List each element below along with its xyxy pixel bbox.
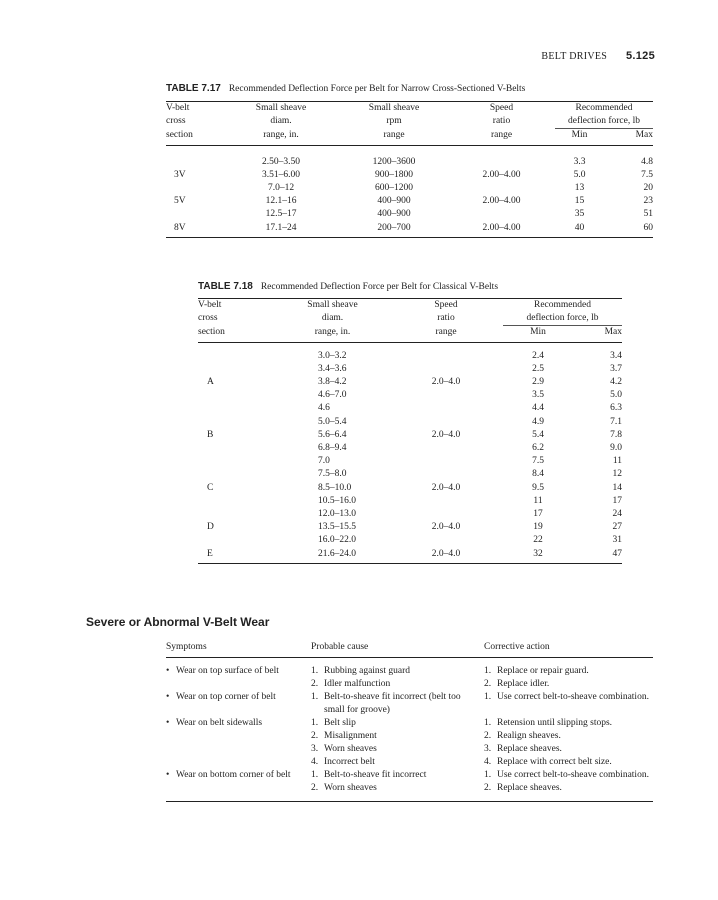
table-row: [198, 402, 622, 415]
cause-text: Incorrect belt: [324, 757, 375, 767]
symptom-text: Wear on top corner of belt: [176, 692, 276, 702]
list-number: 3.: [311, 744, 319, 754]
list-number: 2.: [484, 783, 492, 793]
col-header-rpm: Small sheave: [368, 103, 420, 113]
cause-text: Rubbing against guard: [324, 666, 411, 676]
cell-section: 3V: [174, 169, 186, 180]
cell-diam: 10.5–16.0: [318, 495, 356, 506]
cell-min: 3.3: [573, 156, 586, 167]
cell-diam: 5.6–6.4: [318, 429, 347, 440]
cell-min: 32: [533, 548, 543, 559]
cell-max: 60: [643, 222, 653, 233]
cell-symptom: [166, 769, 311, 802]
cell-symptom: [166, 658, 311, 692]
action-text: Replace sheaves.: [497, 744, 562, 754]
table-row: [166, 717, 653, 769]
cell-ratio: [389, 442, 503, 455]
action-text: Use correct belt-to-sheave combination.: [497, 770, 649, 780]
running-title: BELT DRIVES: [541, 51, 608, 62]
cell-section: 8V: [174, 222, 186, 233]
cell-ratio: [389, 455, 503, 468]
list-number: 1.: [484, 770, 492, 780]
cell-ratio: [389, 508, 503, 521]
table-row: [198, 508, 622, 521]
cell-section: [166, 208, 222, 221]
cell-max: 4.2: [610, 377, 622, 388]
table-717-title: Recommended Deflection Force per Belt for Narrow Cross-Sectioned V-Belts: [228, 84, 526, 94]
section-heading: Severe or Abnormal V-Belt Wear: [86, 615, 270, 629]
cell-max: 17: [612, 495, 622, 506]
cell-section: [198, 389, 276, 402]
cell-section: A: [207, 377, 214, 388]
cell-diam: 12.1–16: [265, 196, 297, 207]
cell-min: 40: [574, 222, 585, 233]
cause-text: Belt slip: [324, 718, 356, 728]
cell-max: 9.0: [610, 443, 622, 454]
cause-text: Belt-to-sheave fit incorrect (belt too small for groove): [324, 692, 461, 715]
cell-min: 17: [533, 509, 543, 520]
cell-diam: 17.1–24: [265, 222, 297, 233]
cell-cause: [311, 658, 484, 692]
col-header-symptoms: Symptoms: [166, 641, 311, 658]
cause-text: Idler malfunction: [324, 679, 391, 689]
table-row: [198, 376, 622, 389]
table-row: [198, 363, 622, 376]
list-number: 1.: [311, 692, 319, 702]
cell-ratio: [448, 145, 555, 169]
cell-section: [198, 534, 276, 547]
cell-diam: 2.50–3.50: [262, 156, 300, 167]
list-number: 2.: [484, 731, 492, 741]
table-row: [198, 429, 622, 442]
cell-rpm: 1200–3600: [372, 156, 416, 167]
action-text: Use correct belt-to-sheave combination.: [497, 692, 649, 702]
cell-max: 4.8: [641, 156, 653, 167]
table-row: [198, 442, 622, 455]
cause-text: Misalignment: [324, 731, 377, 741]
cell-max: 47: [612, 548, 622, 559]
table-row: [198, 342, 622, 363]
table-717: V-belt Small sheave Small sheave Speed Recommended cross diam. rpm ratio deflection force, lb section range, in. range range Min Max 2.50–3.50 1200–3600 3.3 4.8 3V 3.51–6.00 900–1800 2.00–4.00 5.0 7.5 7.0–12 600–1200 13 20 5V 12.1–16 400–900 2.00–4.00 15 23 12.5–17 400–900 35 51 8V 17.1–24 200–700 2.00–4.00 40 60: [166, 101, 653, 238]
cell-section: [198, 363, 276, 376]
cell-section: [198, 416, 276, 429]
list-number: 1.: [311, 770, 319, 780]
cell-max: 31: [612, 535, 622, 546]
cell-diam: 8.5–10.0: [318, 482, 352, 493]
list-number: 3.: [484, 744, 492, 754]
list-number: 1.: [311, 718, 319, 728]
cell-diam: 3.0–3.2: [318, 350, 347, 361]
cell-action: [484, 769, 653, 802]
symptom-text: Wear on bottom corner of belt: [176, 770, 291, 780]
table-718-title: Recommended Deflection Force per Belt for Classical V-Belts: [260, 282, 499, 292]
wear-table: [166, 641, 653, 802]
cell-min: 5.0: [573, 169, 586, 180]
cell-diam: 12.0–13.0: [318, 509, 356, 520]
symptom-text: Wear on belt sidewalls: [176, 718, 263, 728]
cell-min: 19: [533, 522, 543, 533]
cell-diam: 6.8–9.4: [318, 443, 347, 454]
col-header-ratio: Speed: [489, 103, 514, 113]
cell-ratio: [448, 182, 555, 195]
table-row: [198, 482, 622, 495]
cell-min: 35: [574, 209, 585, 220]
action-text: Replace with correct belt size.: [497, 757, 612, 767]
cell-section: D: [207, 522, 214, 533]
bullet-icon: •: [166, 718, 170, 728]
cell-ratio: 2.0–4.0: [431, 377, 461, 388]
cell-min: 13: [574, 183, 585, 194]
cell-ratio: 2.0–4.0: [431, 482, 461, 493]
page-number: 5.125: [625, 50, 655, 62]
cell-max: 7.1: [610, 416, 622, 427]
cell-max: 7.8: [610, 429, 622, 440]
table-717-label: TABLE 7.17: [166, 83, 221, 94]
col-header-diam: Small sheave: [255, 103, 307, 113]
table-row: [166, 658, 653, 692]
cell-section: [198, 455, 276, 468]
cell-max: 24: [612, 509, 622, 520]
cell-ratio: 2.00–4.00: [482, 169, 521, 180]
cell-section: E: [207, 548, 213, 559]
action-text: Retension until slipping stops.: [497, 718, 613, 728]
page-header: [541, 50, 655, 62]
cell-ratio: [389, 389, 503, 402]
cell-ratio: [389, 495, 503, 508]
col-header-force: Recommended: [575, 103, 633, 113]
cell-max: 5.0: [610, 390, 622, 401]
list-number: 4.: [311, 757, 319, 767]
list-number: 2.: [311, 783, 319, 793]
cell-diam: 12.5–17: [265, 209, 297, 220]
cell-ratio: [389, 416, 503, 429]
col-header-ratio: Speed: [434, 300, 458, 310]
bullet-icon: •: [166, 770, 170, 780]
cell-action: [484, 691, 653, 717]
cell-diam: 13.5–15.5: [318, 522, 356, 533]
bullet-icon: •: [166, 666, 170, 676]
cell-diam: 7.0: [318, 456, 330, 467]
cause-text: Worn sheaves: [324, 744, 377, 754]
col-header-diam: Small sheave: [307, 300, 358, 310]
cell-min: 4.9: [532, 416, 544, 427]
cell-min: 4.4: [532, 403, 544, 414]
cell-rpm: 400–900: [377, 209, 411, 220]
table-row: [198, 468, 622, 481]
cell-diam: 16.0–22.0: [318, 535, 356, 546]
cell-section: [166, 182, 222, 195]
table-row: [198, 389, 622, 402]
table-row: [166, 182, 653, 195]
cell-min: 6.2: [532, 443, 544, 454]
cell-section: B: [207, 429, 214, 440]
col-header-action: Corrective action: [484, 641, 653, 658]
cell-ratio: [448, 208, 555, 221]
cell-rpm: 400–900: [377, 196, 411, 207]
cell-diam: 21.6–24.0: [318, 548, 356, 559]
cell-min: 9.5: [532, 482, 544, 493]
cell-min: 11: [533, 495, 543, 506]
cell-ratio: 2.00–4.00: [482, 222, 521, 233]
table-row: [166, 222, 653, 238]
cell-diam: 7.0–12: [267, 183, 295, 194]
table-row: [166, 195, 653, 208]
symptom-text: Wear on top surface of belt: [176, 666, 279, 676]
cell-max: 3.7: [610, 363, 622, 374]
col-header-section: V-belt: [198, 300, 222, 310]
cell-rpm: 900–1800: [375, 169, 413, 180]
list-number: 1.: [484, 666, 492, 676]
cell-cause: [311, 691, 484, 717]
table-row: [166, 769, 653, 802]
cell-min: 5.4: [532, 429, 544, 440]
cell-max: 14: [612, 482, 622, 493]
table-row: [166, 208, 653, 221]
cell-max: 6.3: [610, 403, 622, 414]
table-row: [166, 691, 653, 717]
cause-text: Worn sheaves: [324, 783, 377, 793]
cell-diam: 3.51–6.00: [262, 169, 300, 180]
table-row: [198, 548, 622, 564]
table-row: [198, 495, 622, 508]
cell-rpm: 200–700: [377, 222, 411, 233]
cell-diam: 3.4–3.6: [318, 363, 347, 374]
list-number: 2.: [484, 679, 492, 689]
cell-max: 23: [643, 196, 653, 207]
cell-min: 3.5: [532, 390, 544, 401]
cell-diam: 4.6: [318, 403, 330, 414]
cause-text: Belt-to-sheave fit incorrect: [324, 770, 427, 780]
cell-action: [484, 658, 653, 692]
table-row: [198, 455, 622, 468]
cell-min: 2.4: [532, 350, 544, 361]
cell-ratio: [389, 342, 503, 363]
table-718-label: TABLE 7.18: [198, 281, 253, 292]
cell-min: 15: [574, 196, 585, 207]
cell-ratio: 2.0–4.0: [431, 522, 461, 533]
col-header-cause: Probable cause: [311, 641, 484, 658]
action-text: Replace or repair guard.: [497, 666, 589, 676]
list-number: 1.: [311, 666, 319, 676]
cell-cause: [311, 769, 484, 802]
action-text: Replace idler.: [497, 679, 550, 689]
cell-section: [198, 495, 276, 508]
cell-diam: 7.5–8.0: [318, 469, 347, 480]
cell-symptom: [166, 717, 311, 769]
cell-section: C: [207, 482, 214, 493]
cell-diam: 4.6–7.0: [318, 390, 347, 401]
table-718: V-belt Small sheave Speed Recommended cross diam. ratio deflection force, lb section range, in. range Min Max 3.0–3.2 2.4 3.4 3.4–3.6 2.5 3.7 A 3.8–4.2 2.0–4.0 2.9 4.2 4.6–7.0 3.5 5.0 4.6 4.4 6.3 5.0–5.4 4.9 7.1 B 5.6–6.4 2.0–4.0 5.4 7.8 6.8–9.4 6.2 9.0 7.0 7.5 11 7.5–8.0 8.4 12 C 8.5–10.0 2.0–4.0 9.5 14 10.5–16.0 11 17 12.0–13.0 17 24 D 13.5–15.5 2.0–4.0 19 27 16.0–22.0 22 31 E 21.6–24.0 2.0–4.0 32 47: [198, 298, 622, 564]
cell-max: 3.4: [610, 350, 622, 361]
cell-ratio: 2.00–4.00: [482, 196, 521, 207]
list-number: 1.: [484, 718, 492, 728]
cell-max: 20: [643, 183, 653, 194]
table-row: [198, 534, 622, 547]
action-text: Replace sheaves.: [497, 783, 562, 793]
cell-min: 2.5: [532, 363, 544, 374]
table-row: [166, 145, 653, 169]
col-header-max: Max: [573, 326, 622, 342]
cell-section: [198, 468, 276, 481]
col-header-section: V-belt: [166, 103, 190, 113]
cell-section: [198, 402, 276, 415]
col-header-min: Min: [555, 129, 604, 145]
cell-max: 51: [643, 209, 653, 220]
cell-section: [198, 342, 276, 363]
list-number: 4.: [484, 757, 492, 767]
cell-max: 7.5: [641, 169, 653, 180]
cell-min: 22: [533, 535, 543, 546]
list-number: 1.: [484, 692, 492, 702]
cell-ratio: 2.0–4.0: [431, 429, 461, 440]
table-row: [166, 169, 653, 182]
cell-max: 11: [612, 456, 622, 467]
cell-ratio: [389, 402, 503, 415]
cell-section: [198, 442, 276, 455]
table-717-caption: [166, 83, 525, 94]
cell-cause: [311, 717, 484, 769]
cell-ratio: [389, 363, 503, 376]
cell-max: 12: [612, 469, 622, 480]
list-number: 2.: [311, 679, 319, 689]
col-header-min: Min: [503, 326, 573, 342]
cell-ratio: [389, 534, 503, 547]
bullet-icon: •: [166, 692, 170, 702]
cell-action: [484, 717, 653, 769]
list-number: 2.: [311, 731, 319, 741]
cell-ratio: [389, 468, 503, 481]
action-text: Realign sheaves.: [497, 731, 561, 741]
col-header-force: Recommended: [534, 300, 591, 310]
cell-section: 5V: [174, 196, 186, 207]
cell-min: 8.4: [532, 469, 544, 480]
cell-section: [166, 145, 222, 169]
cell-max: 27: [612, 522, 622, 533]
col-header-max: Max: [604, 129, 653, 145]
table-row: [198, 416, 622, 429]
cell-rpm: 600–1200: [375, 183, 413, 194]
cell-section: [198, 508, 276, 521]
cell-min: 2.9: [532, 377, 544, 388]
table-row: [198, 521, 622, 534]
cell-ratio: 2.0–4.0: [431, 548, 461, 559]
cell-symptom: [166, 691, 311, 717]
table-718-caption: [198, 281, 498, 292]
cell-diam: 5.0–5.4: [318, 416, 347, 427]
cell-min: 7.5: [532, 456, 544, 467]
cell-diam: 3.8–4.2: [318, 377, 347, 388]
